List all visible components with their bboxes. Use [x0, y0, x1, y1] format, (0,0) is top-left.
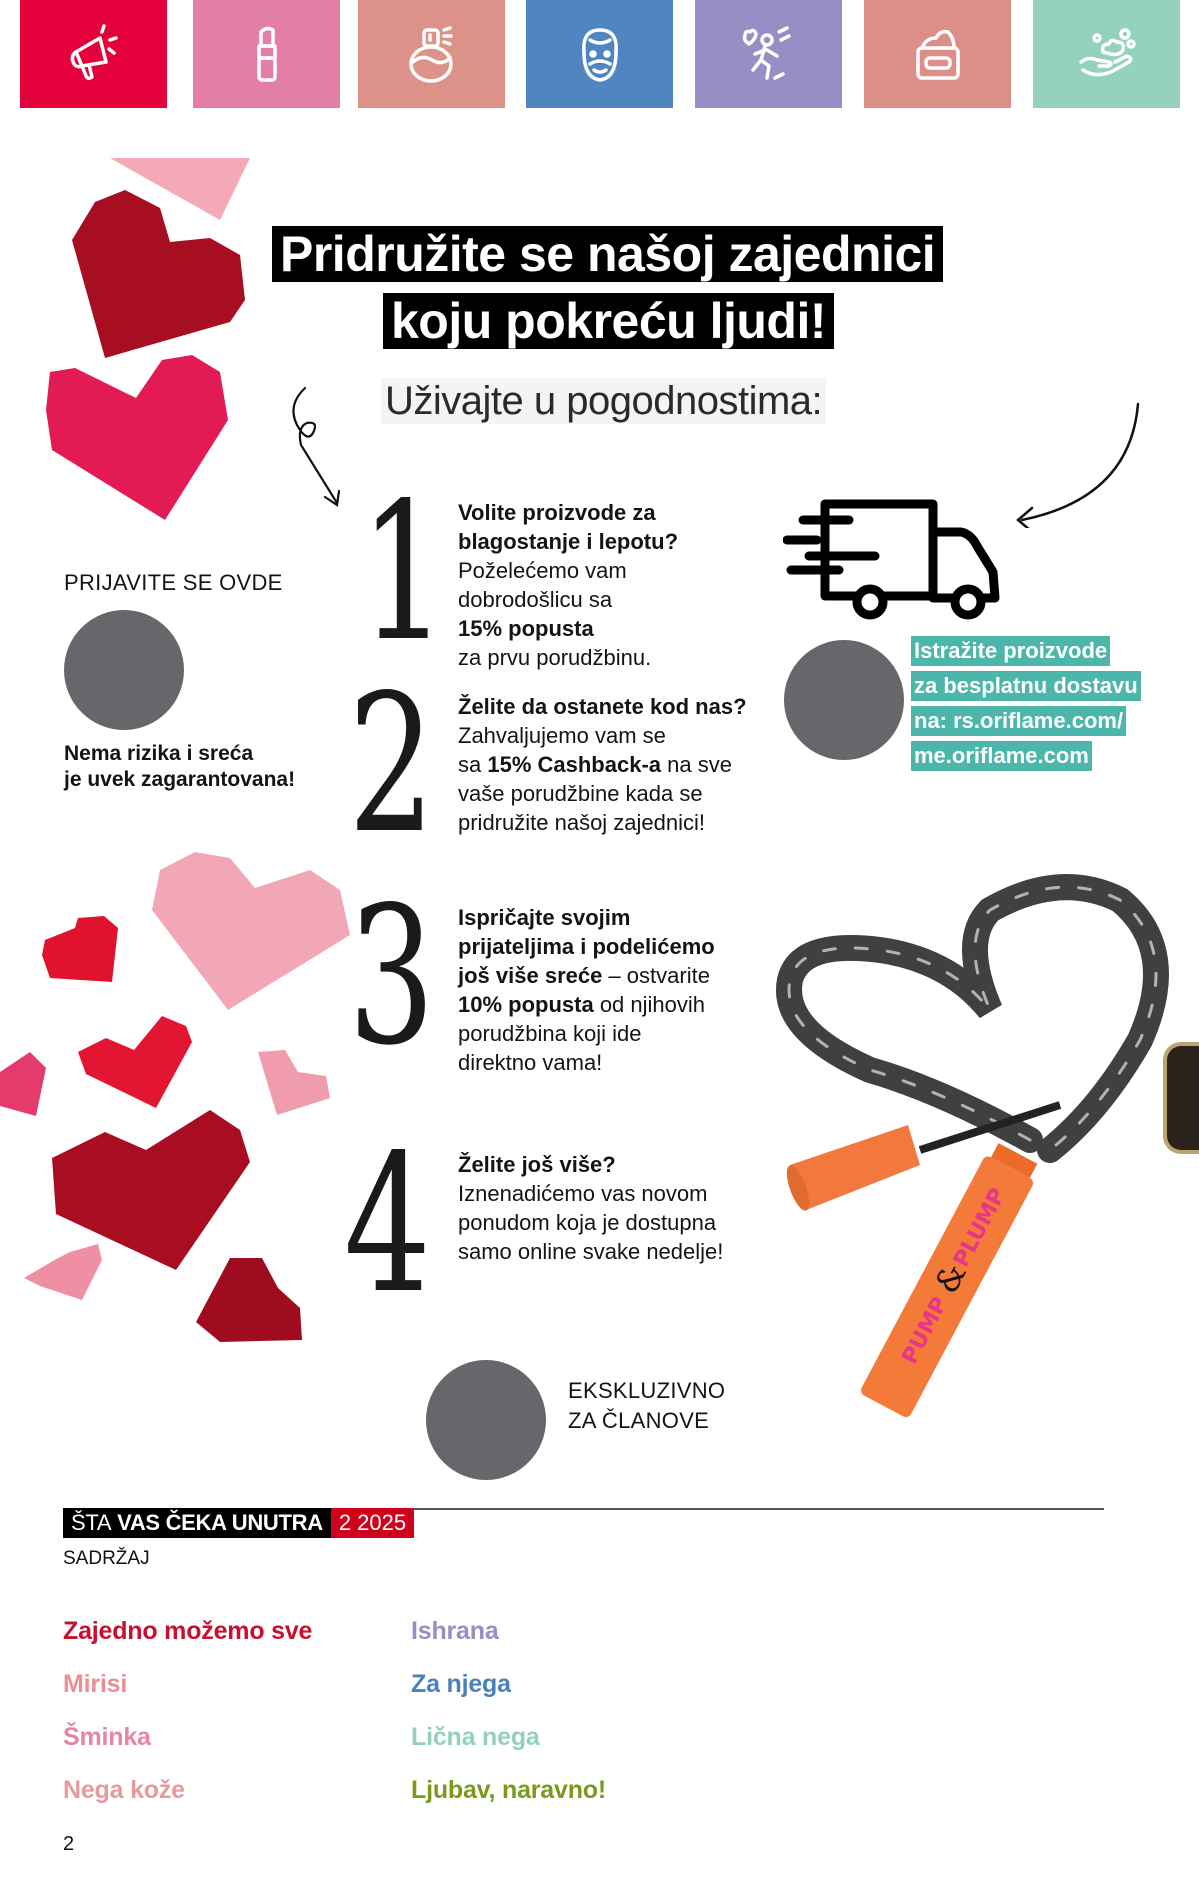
- toc-item-ishrana[interactable]: Ishrana: [411, 1617, 499, 1645]
- step-number-4: 4: [344, 1114, 432, 1335]
- toc-item-nega-koze[interactable]: Nega kože: [63, 1776, 185, 1804]
- running-heart-icon: [737, 22, 801, 86]
- toc-item-sminka[interactable]: Šminka: [63, 1723, 151, 1751]
- tile-personal-care[interactable]: [1033, 0, 1180, 108]
- signup-qr-placeholder[interactable]: [64, 610, 184, 730]
- tile-fragrances[interactable]: [358, 0, 505, 108]
- signup-tagline-line-1: Nema rizika i sreća: [64, 742, 254, 765]
- toc-item-za-njega[interactable]: Za njega: [411, 1670, 511, 1698]
- signup-tagline-line-2: je uvek zagarantovana!: [64, 768, 296, 791]
- svg-text:PUMP: PUMP: [897, 1293, 954, 1369]
- soap-hand-icon: [1075, 22, 1139, 86]
- page-number: 2: [63, 1833, 75, 1855]
- toc-item-ljubav[interactable]: Ljubav, naravno!: [411, 1776, 606, 1804]
- paper-hearts-bottom-decoration: [0, 840, 360, 1420]
- step-number-2: 2: [348, 654, 436, 875]
- headline-line-1: Pridružite se našoj zajednici: [272, 226, 943, 282]
- tile-wellness[interactable]: [695, 0, 842, 108]
- exclusive-line-1: EKSKLUZIVNO: [568, 1378, 726, 1403]
- gold-compact-edge: [1163, 1042, 1199, 1154]
- bearded-man-icon: [568, 22, 632, 86]
- curved-arrow-icon: [1010, 398, 1145, 528]
- step-1-text: Volite proizvode za blagostanje i lepotu? Poželećemo vam dobrodošlicu sa 15% popusta za prvu porudžbinu.: [458, 500, 679, 670]
- headline-line-2: koju pokreću ljudi!: [383, 293, 834, 349]
- issue-badge: 2 2025: [331, 1508, 414, 1538]
- contents-banner-title: ŠTA VAS ČEKA UNUTRA: [63, 1508, 331, 1538]
- toc-item-licna-nega[interactable]: Lična nega: [411, 1723, 540, 1751]
- step-number-3: 3: [348, 866, 436, 1087]
- delivery-link-line-3[interactable]: na: rs.oriflame.com/: [911, 706, 1126, 736]
- svg-text:PLUMP: PLUMP: [949, 1184, 1012, 1272]
- delivery-truck-icon: [783, 498, 1003, 620]
- svg-text:&: &: [927, 1256, 974, 1300]
- magenta-heart: [46, 355, 228, 520]
- delivery-text-line-2: za besplatnu dostavu: [911, 671, 1141, 701]
- perfume-icon: [400, 22, 464, 86]
- contents-label: SADRŽAJ: [63, 1548, 150, 1569]
- step-4-text: Želite još više? Iznenadićemo vas novom ponudom koja je dostupna samo online svake nedelje!: [458, 1152, 724, 1264]
- delivery-qr-placeholder[interactable]: [784, 640, 904, 760]
- delivery-text-line-1: Istražite proizvode: [911, 636, 1110, 666]
- exclusive-line-2: ZA ČLANOVE: [568, 1408, 710, 1433]
- mascara-heart-illustration: [760, 860, 1199, 1480]
- cream-jar-icon: [906, 22, 970, 86]
- lipstick-icon: [235, 22, 299, 86]
- tile-makeup[interactable]: [193, 0, 340, 108]
- toc-item-mirisi[interactable]: Mirisi: [63, 1670, 128, 1698]
- mascara-tube: [859, 1140, 1043, 1419]
- mascara-cap: [782, 1125, 920, 1213]
- megaphone-icon: [62, 22, 126, 86]
- contents-banner: [63, 1508, 414, 1538]
- tile-skin-care[interactable]: [864, 0, 1011, 108]
- step-2-text: Želite da ostanete kod nas? Zahvaljujemo vam se sa 15% Cashback-a na sve vaše porudžbine kada se pridružite našoj zajednici!: [458, 694, 747, 835]
- step-3-text: Ispričajte svojim prijateljima i podelićemo još više sreće – ostvarite 10% popusta od njihovih porudžbina koji ide direktno vama!: [458, 905, 715, 1075]
- benefits-subtitle: Uživajte u pogodnostima:: [381, 378, 826, 424]
- signup-heading: PRIJAVITE SE OVDE: [64, 570, 283, 595]
- tile-for-him[interactable]: [526, 0, 673, 108]
- delivery-link-line-4[interactable]: me.oriflame.com: [911, 741, 1092, 771]
- curly-arrow-icon: [285, 385, 345, 510]
- exclusive-qr-placeholder[interactable]: [426, 1360, 546, 1480]
- toc-item-zajedno[interactable]: Zajedno možemo sve: [63, 1617, 313, 1645]
- step-number-1: 1: [360, 462, 448, 683]
- tile-announcements[interactable]: [20, 0, 167, 108]
